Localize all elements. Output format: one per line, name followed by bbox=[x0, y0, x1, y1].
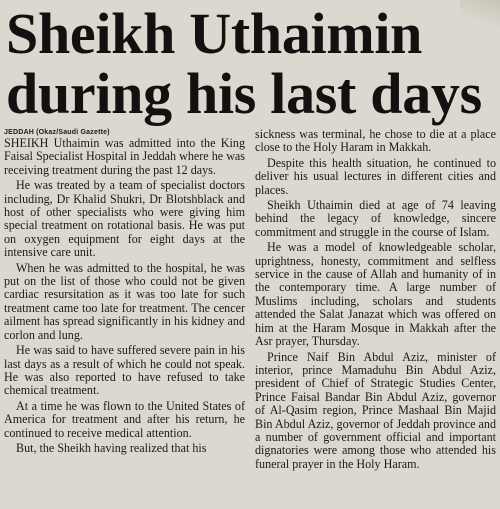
paragraph: At a time he was flown to the United States of America for treatment and after his return, he continued to receive medical attention. bbox=[4, 398, 245, 440]
headline-line-2: during his last days bbox=[6, 61, 482, 126]
paragraph: He was a model of knowledgeable scholar, uprightness, honesty, commitment and selfless service in the cause of Allah and humanity of in the contemporary time. A large number of Muslims including, scholars and students attended the Salat Janazat which was offered on him at the Haram Mosque in Makkah after the Asr prayer, Thursday. bbox=[255, 240, 496, 349]
page-corner-shade bbox=[460, 0, 500, 30]
article-headline bbox=[0, 0, 500, 124]
paragraph: Prince Naif Bin Abdul Aziz, minister of interior, prince Mamaduhu Bin Abdul Aziz, president of Chief of Strategic Studies Center, Prince Faisal Bandar Bin Abdul Aziz, governor of Al-Qasim region, Prince Mashaal Bin Majid Bin Abdul Aziz, governor of Jeddah province and a number of government official and important dignatories were among those who attended his funeral prayer in the Holy Haram. bbox=[255, 349, 496, 471]
paragraph: But, the Sheikh having realized that his bbox=[16, 440, 207, 455]
paragraph: He was said to have suffered severe pain in his last days as a result of which he could not speak. He was also reported to have refused to take chemical treatment. bbox=[4, 343, 245, 398]
paragraph: sickness was terminal, he chose to die at a place close to the Holy Haram in Makkah. bbox=[255, 128, 496, 155]
headline-line-1: Sheikh Uthaimin bbox=[6, 1, 423, 66]
paragraph: SHEIKH Uthaimin was admitted into the King Faisal Specialist Hospital in Jeddah where he was receiving treatment during the past 12 days. bbox=[4, 136, 245, 177]
paragraph: Despite this health situation, he continued to deliver his usual lectures in different cities and places. bbox=[255, 155, 496, 197]
paragraph: He was treated by a team of specialist doctors including, Dr Khalid Shukri, Dr Blotshblack and host of other specialists who were giving him special treatment on rotational basis. He was put on oxygen equipment for eight days at the intensive care unit. bbox=[4, 178, 245, 260]
dateline: JEDDAH (Okaz/Saudi Gazette) bbox=[4, 129, 110, 136]
left-column bbox=[4, 128, 245, 509]
paragraph: When he was admitted to the hospital, he was put on the list of those who could not be given cardiac resursitation as it was too late for such treatment came too late for treatment. The cencer ailment has spread significantly in his kidney and corlon and lung. bbox=[4, 260, 245, 342]
paragraph: Sheikh Uthaimin died at age of 74 leaving behind the legacy of knowledge, sincere commitment and struggle in the course of Islam. bbox=[255, 198, 496, 239]
right-column bbox=[255, 128, 496, 509]
article-body bbox=[4, 128, 496, 509]
